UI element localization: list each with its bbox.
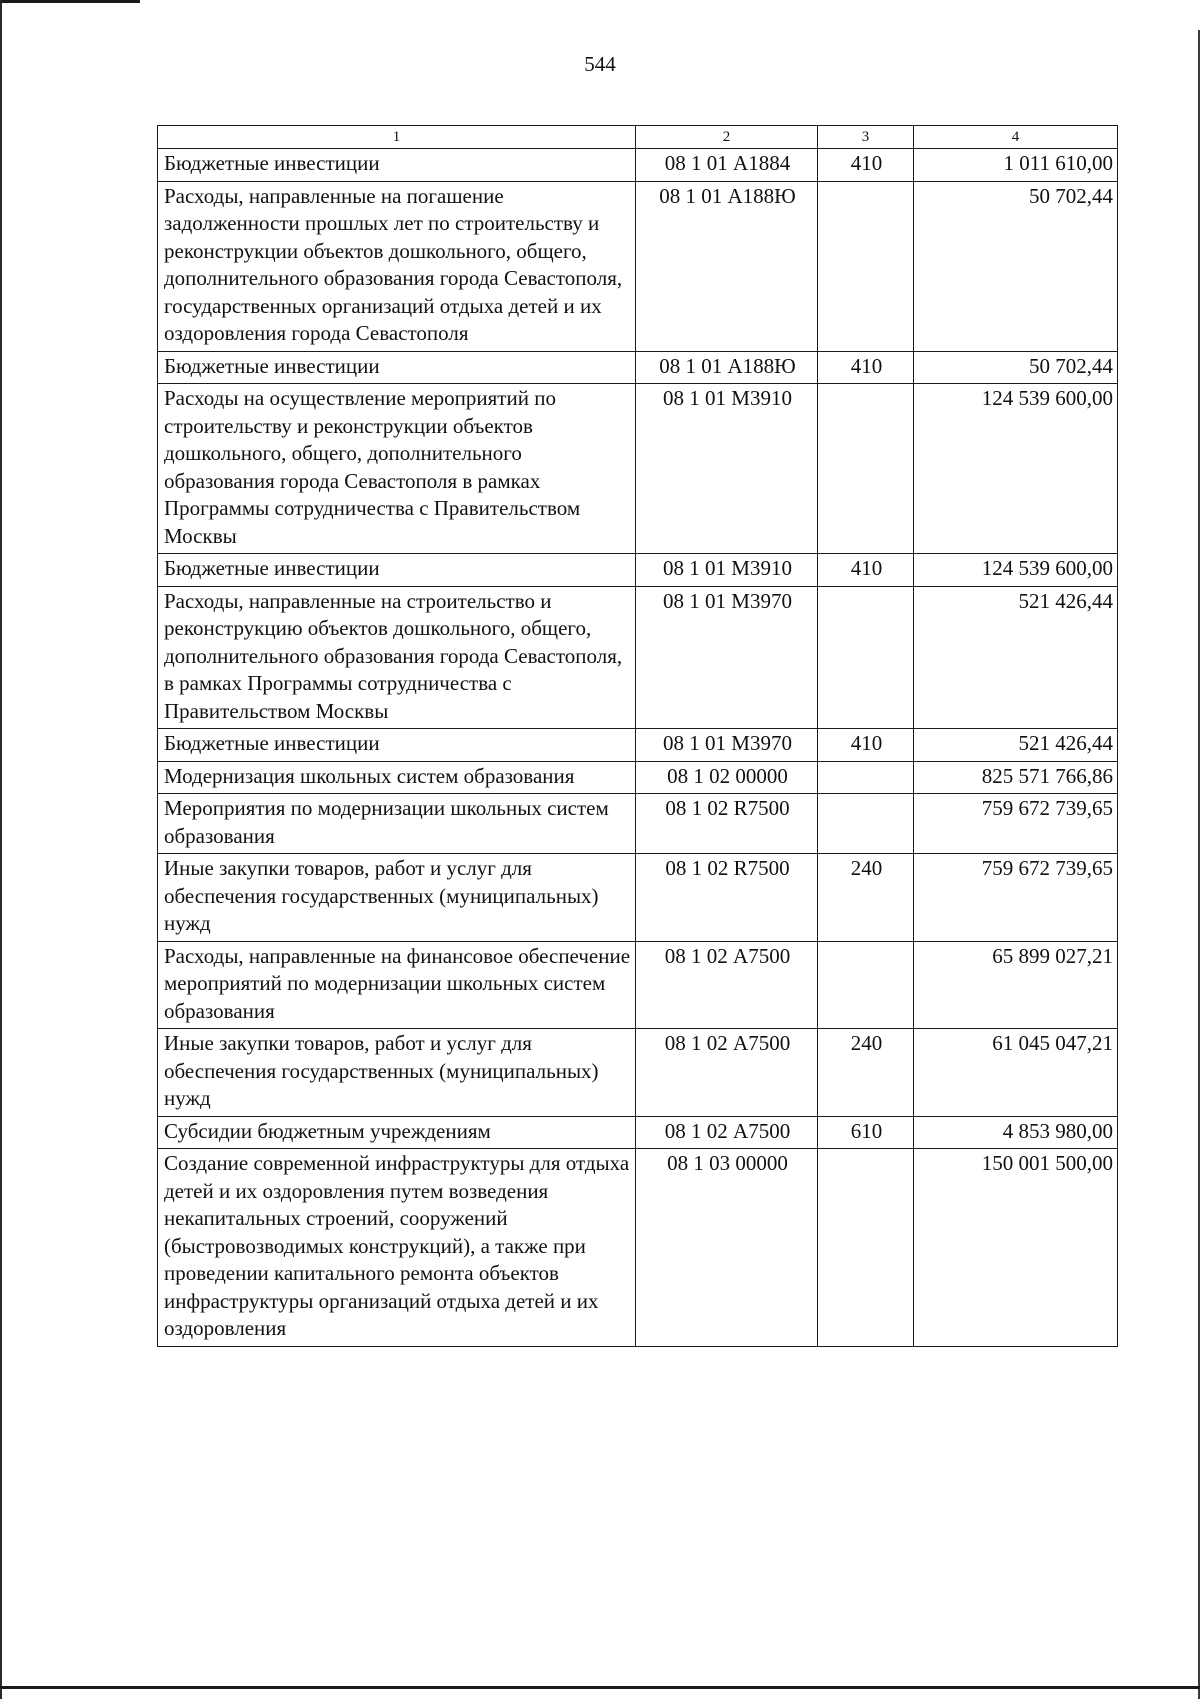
row-code: 08 1 01 А188Ю — [636, 351, 818, 384]
table-row — [158, 794, 1118, 854]
table-row — [158, 351, 1118, 384]
column-header-name: 1 — [158, 126, 636, 149]
row-type — [818, 761, 914, 794]
row-amount: 124 539 600,00 — [914, 384, 1118, 554]
row-type: 240 — [818, 854, 914, 942]
table-row — [158, 729, 1118, 762]
row-type: 410 — [818, 729, 914, 762]
row-name: Мероприятия по модернизации школьных систем образования — [158, 794, 636, 854]
table-row — [158, 854, 1118, 942]
row-amount: 65 899 027,21 — [914, 941, 1118, 1029]
row-amount: 150 001 500,00 — [914, 1149, 1118, 1347]
table-row — [158, 1116, 1118, 1149]
row-name: Расходы, направленные на погашение задолженности прошлых лет по строительству и реконструкции объектов дошкольного, общего, дополнительного образования города Севастополя, государственных организаций отдыха детей и их оздоровления города Севастополя — [158, 181, 636, 351]
scan-artifact-left-edge — [0, 0, 2, 1699]
row-amount: 521 426,44 — [914, 729, 1118, 762]
row-amount: 759 672 739,65 — [914, 794, 1118, 854]
table-row — [158, 1149, 1118, 1347]
row-code: 08 1 03 00000 — [636, 1149, 818, 1347]
row-code: 08 1 01 М3910 — [636, 384, 818, 554]
row-type: 410 — [818, 351, 914, 384]
table-row — [158, 941, 1118, 1029]
row-type: 610 — [818, 1116, 914, 1149]
row-type: 410 — [818, 554, 914, 587]
row-name: Модернизация школьных систем образования — [158, 761, 636, 794]
row-code: 08 1 01 М3970 — [636, 586, 818, 729]
row-type — [818, 181, 914, 351]
row-code: 08 1 02 А7500 — [636, 1116, 818, 1149]
row-name: Иные закупки товаров, работ и услуг для обеспечения государственных (муниципальных) нужд — [158, 854, 636, 942]
scan-artifact-bottom — [0, 1686, 1200, 1689]
row-name: Бюджетные инвестиции — [158, 351, 636, 384]
row-name: Субсидии бюджетным учреждениям — [158, 1116, 636, 1149]
row-name: Расходы, направленные на строительство и реконструкцию объектов дошкольного, общего, дополнительного образования города Севастополя, в рамках Программы сотрудничества с Правительством Москвы — [158, 586, 636, 729]
table-row — [158, 761, 1118, 794]
column-header-amount: 4 — [914, 126, 1118, 149]
page-number: 544 — [584, 52, 616, 76]
row-amount: 61 045 047,21 — [914, 1029, 1118, 1117]
row-type — [818, 1149, 914, 1347]
row-code: 08 1 01 М3910 — [636, 554, 818, 587]
row-type — [818, 794, 914, 854]
row-name: Создание современной инфраструктуры для отдыха детей и их оздоровления путем возведения некапитальных строений, сооружений (быстровозводимых конструкций), а также при проведении капитального ремонта объектов инфраструктуры организаций отдыха детей и их оздоровления — [158, 1149, 636, 1347]
budget-table — [157, 125, 1118, 1347]
row-amount: 50 702,44 — [914, 351, 1118, 384]
row-amount: 4 853 980,00 — [914, 1116, 1118, 1149]
row-type: 240 — [818, 1029, 914, 1117]
column-header-type: 3 — [818, 126, 914, 149]
row-name: Бюджетные инвестиции — [158, 149, 636, 182]
row-code: 08 1 01 А1884 — [636, 149, 818, 182]
row-type: 410 — [818, 149, 914, 182]
row-amount: 50 702,44 — [914, 181, 1118, 351]
row-name: Расходы на осуществление мероприятий по строительству и реконструкции объектов дошкольного, общего, дополнительного образования города Севастополя в рамках Программы сотрудничества с Правительством Москвы — [158, 384, 636, 554]
row-name: Бюджетные инвестиции — [158, 729, 636, 762]
table-row — [158, 554, 1118, 587]
row-amount: 825 571 766,86 — [914, 761, 1118, 794]
row-code: 08 1 02 00000 — [636, 761, 818, 794]
table-row — [158, 1029, 1118, 1117]
scan-artifact-top — [0, 0, 140, 3]
row-type — [818, 384, 914, 554]
row-code: 08 1 01 А188Ю — [636, 181, 818, 351]
table-row — [158, 384, 1118, 554]
table-row — [158, 586, 1118, 729]
table-header-row — [158, 126, 1118, 149]
row-code: 08 1 02 R7500 — [636, 854, 818, 942]
table-row — [158, 149, 1118, 182]
row-code: 08 1 01 М3970 — [636, 729, 818, 762]
row-type — [818, 586, 914, 729]
row-amount: 124 539 600,00 — [914, 554, 1118, 587]
column-header-code: 2 — [636, 126, 818, 149]
table-row — [158, 181, 1118, 351]
row-name: Расходы, направленные на финансовое обеспечение мероприятий по модернизации школьных систем образования — [158, 941, 636, 1029]
row-amount: 1 011 610,00 — [914, 149, 1118, 182]
row-code: 08 1 02 R7500 — [636, 794, 818, 854]
row-amount: 759 672 739,65 — [914, 854, 1118, 942]
row-name: Бюджетные инвестиции — [158, 554, 636, 587]
row-code: 08 1 02 А7500 — [636, 941, 818, 1029]
row-code: 08 1 02 А7500 — [636, 1029, 818, 1117]
row-name: Иные закупки товаров, работ и услуг для обеспечения государственных (муниципальных) нужд — [158, 1029, 636, 1117]
row-type — [818, 941, 914, 1029]
row-amount: 521 426,44 — [914, 586, 1118, 729]
